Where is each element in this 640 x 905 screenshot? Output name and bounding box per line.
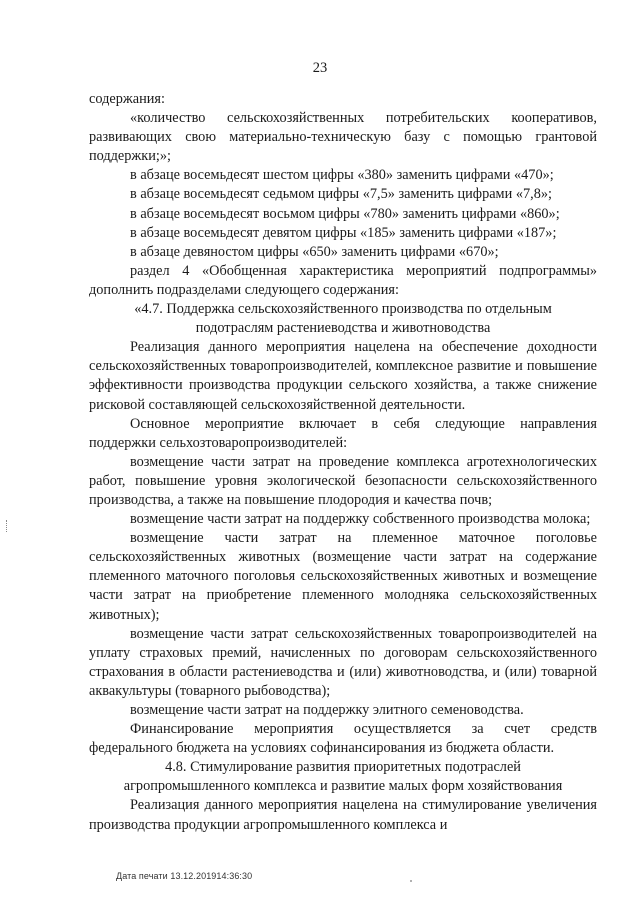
paragraph: «количество сельскохозяйственных потребительских кооперативов, развивающих свою материально-техническую базу с помощью грантовой поддержки;»; [89,110,597,165]
scan-margin-mark [6,520,9,532]
paragraph: возмещение части затрат на племенное маточное поголовье сельскохозяйственных животных (возмещение части затрат на содержание племенного маточного поголовья сельскохозяйственных животных и возмещение части затрат на приобретение племенного молодняка сельскохозяйственных животных); [89,530,597,623]
paragraph: возмещение части затрат на поддержку элитного семеноводства. [130,702,524,718]
paragraph: Реализация данного мероприятия нацелена на стимулирование увеличения производства продукции агропромышленного комплекса и [89,797,597,833]
page-number: 23 [312,60,328,76]
paragraph: возмещение части затрат на проведение комплекса агротехнологических работ, повышение уровня экологической безопасности сельскохозяйственного производства, а также на повышение плодородия и качества почв; [89,453,597,508]
section-heading: «4.7. Поддержка сельскохозяйственного производства по отдельным подотраслям растениеводства и животноводства [134,301,552,337]
document-body [89,90,597,835]
paragraph: в абзаце восемьдесят седьмом цифры «7,5» заменить цифрами «7,8»; [130,186,552,203]
paragraph: в абзаце восемьдесят восьмом цифры «780» заменить цифрами «860»; [130,205,560,222]
print-date-footer: Дата печати 13.12.201914:36:30 [116,871,253,881]
paragraph: Основное мероприятие включает в себя следующие направления поддержки сельхозтоваропроизводителей: [89,415,597,451]
paragraph: в абзаце восемьдесят девятом цифры «185» заменить цифрами «187»; [130,224,557,241]
paragraph: Финансирование мероприятия осуществляется за счет средств федерального бюджета на условиях софинансирования из бюджета области. [89,721,597,757]
section-heading: 4.8. Стимулирование развития приоритетных подотраслей агропромышленного комплекса и развитие малых форм хозяйствования [123,759,563,795]
paragraph: раздел 4 «Обобщенная характеристика мероприятий подпрограммы» дополнить подразделами следующего содержания: [89,262,597,298]
paragraph: возмещение части затрат на поддержку собственного производства молока; [130,511,591,528]
paragraph: содержания: [89,91,165,107]
paragraph: Реализация данного мероприятия нацелена на обеспечение доходности сельскохозяйственных товаропроизводителей, комплексное развитие и повышение эффективности производства продукции сельского хозяйства, а также снижение рисковой составляющей сельскохозяйственной деятельности. [89,339,597,413]
paragraph: возмещение части затрат сельскохозяйственных товаропроизводителей на уплату страховых премий, начисленных по договорам сельскохозяйственного страхования в области растениеводства и (или) животноводства, и (или) товарной аквакультуры (товарного рыбоводства); [89,625,597,699]
scan-dot [410,880,412,882]
paragraph: в абзаце восемьдесят шестом цифры «380» заменить цифрами «470»; [130,167,554,184]
paragraph: в абзаце девяностом цифры «650» заменить цифрами «670»; [130,243,499,260]
